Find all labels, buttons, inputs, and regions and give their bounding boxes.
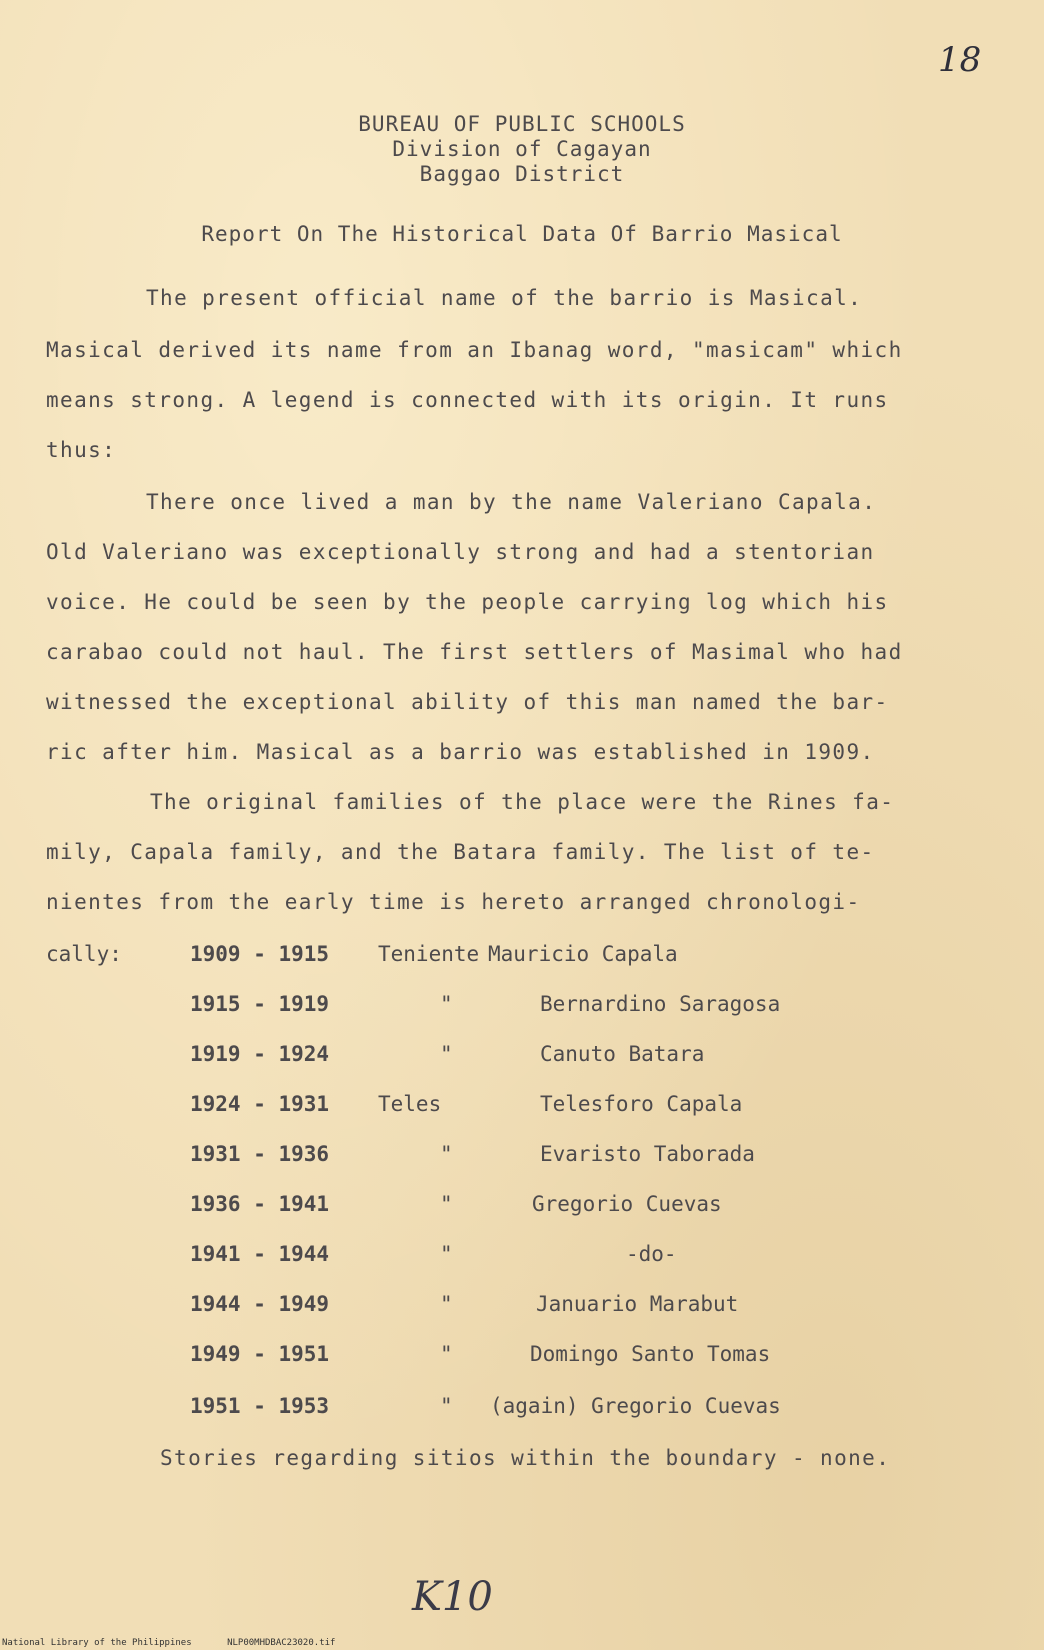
year-range: 1924 - 1931 <box>190 1092 330 1116</box>
ditto-mark: " <box>440 1292 453 1316</box>
ditto-mark: " <box>440 1142 453 1166</box>
year-range: 1936 - 1941 <box>190 1192 330 1216</box>
ditto-mark: " <box>440 1394 453 1418</box>
year-range: 1919 - 1924 <box>190 1042 330 1066</box>
paragraph-line: Old Valeriano was exceptionally strong and had a stentorian <box>46 540 875 564</box>
ditto-mark: " <box>440 1342 453 1366</box>
teniente-name: Canuto Batara <box>540 1042 705 1066</box>
ditto-mark: " <box>440 992 453 1016</box>
year-range: 1944 - 1949 <box>190 1292 330 1316</box>
office-title: Teles <box>378 1092 442 1116</box>
report-title: Report On The Historical Data Of Barrio Masical <box>201 222 843 246</box>
paragraph-line: The original families of the place were the Rines fa- <box>150 790 895 814</box>
paragraph-line: ric after him. Masical as a barrio was established in 1909. <box>46 740 875 764</box>
handwritten-page-number: 18 <box>938 40 982 80</box>
division-heading: Division of Cagayan <box>392 137 652 161</box>
year-range: 1931 - 1936 <box>190 1142 330 1166</box>
paragraph-line: means strong. A legend is connected with its origin. It runs <box>46 388 889 412</box>
paragraph-line: mily, Capala family, and the Batara family. The list of te- <box>46 840 875 864</box>
paragraph-line: There once lived a man by the name Valeriano Capala. <box>146 490 877 514</box>
archive-footer <box>2 1638 1042 1648</box>
year-range: 1909 - 1915 <box>190 942 330 966</box>
ditto-mark: " <box>440 1192 453 1216</box>
district-heading: Baggao District <box>419 162 625 186</box>
year-range: 1915 - 1919 <box>190 992 330 1016</box>
teniente-name: Januario Marabut <box>536 1292 739 1316</box>
ditto-mark: " <box>440 1242 453 1266</box>
teniente-name: Gregorio Cuevas <box>532 1192 722 1216</box>
teniente-name: Bernardino Saragosa <box>540 992 781 1016</box>
list-lead: cally: <box>46 942 122 966</box>
bureau-heading: BUREAU OF PUBLIC SCHOOLS <box>358 112 686 136</box>
ditto-mark: " <box>440 1042 453 1066</box>
file-reference: NLP00MHDBAC23020.tif <box>227 1638 336 1648</box>
teniente-name: -do- <box>626 1242 677 1266</box>
teniente-name: Telesforo Capala <box>540 1092 743 1116</box>
teniente-name: (again) Gregorio Cuevas <box>490 1394 781 1418</box>
paragraph-line: carabao could not haul. The first settlers of Masimal who had <box>46 640 903 664</box>
paragraph-line: Masical derived its name from an Ibanag word, "masicam" which <box>46 338 903 362</box>
teniente-name: Mauricio Capala <box>488 942 678 966</box>
teniente-name: Evaristo Taborada <box>540 1142 755 1166</box>
office-title: Teniente <box>378 942 480 966</box>
paragraph-line: The present official name of the barrio is Masical. <box>146 286 863 310</box>
closing-statement: Stories regarding sitios within the boundary - none. <box>160 1446 891 1470</box>
paragraph-line: voice. He could be seen by the people carrying log which his <box>46 590 889 614</box>
paragraph-line: witnessed the exceptional ability of this man named the bar- <box>46 690 889 714</box>
paragraph-line: thus: <box>46 438 117 462</box>
year-range: 1951 - 1953 <box>190 1394 330 1418</box>
year-range: 1941 - 1944 <box>190 1242 330 1266</box>
handwritten-bottom-mark: K10 <box>412 1574 493 1620</box>
library-credit: National Library of the Philippines <box>2 1638 192 1648</box>
teniente-name: Domingo Santo Tomas <box>530 1342 771 1366</box>
year-range: 1949 - 1951 <box>190 1342 330 1366</box>
paragraph-line: nientes from the early time is hereto arranged chronologi- <box>46 890 861 914</box>
